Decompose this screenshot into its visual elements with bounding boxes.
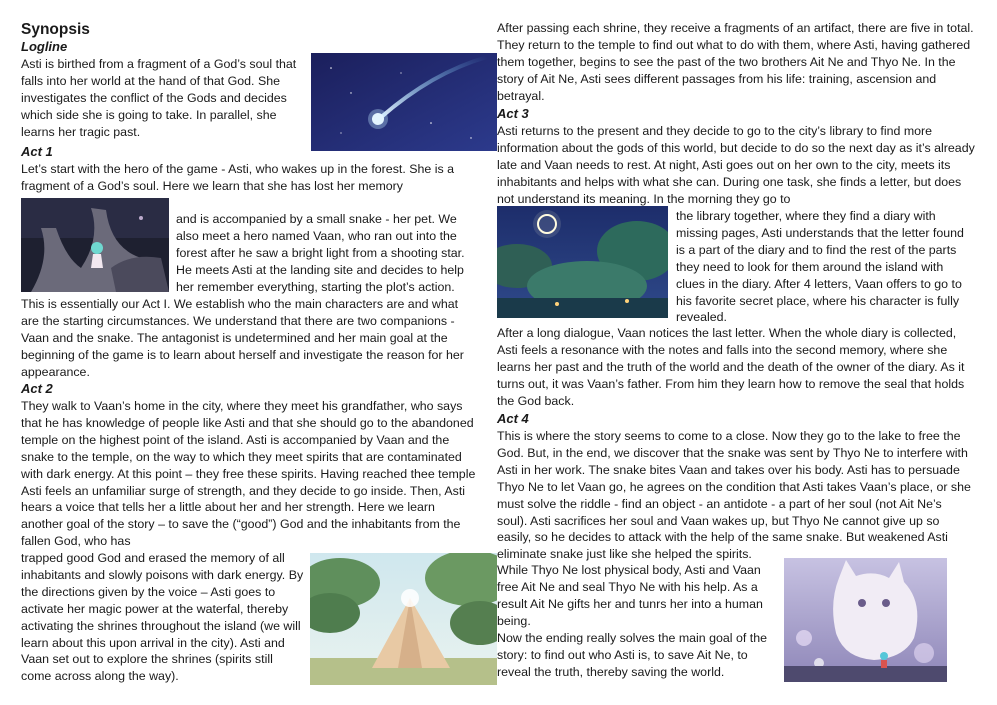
- act2-wrap-text: trapped good God and erased the memory of all inhabitants and slowly poisons with dark energy. By the directions given by the voice – Asti goes to activate her magic power at the waterfal, thereby activating the shrines throughout the island (we will learn about this upon arrival in the city). Asti and Vaan set out to explore the shrines (spirits still come across along the way).: [21, 551, 304, 684]
- cat-god-image: [784, 558, 947, 682]
- act4-wrap-text: While Thyo Ne lost physical body, Asti and Vaan free Ait Ne and seal Thyo Ne with his help. As a result Ait Ne gifts her and tunrs her into a human being.: [497, 563, 763, 628]
- act2-intro-text: They walk to Vaan’s home in the city, where they meet his grandfather, who says that he has knowledge of people like Asti and that she should go to the abandoned temple on the highest point of the island. Asti is accompanied by Vaan and the snake to the temple, on the way to which they meet spirits that are contaminated with dark energy. At this point – they free these spirits. Having reached thee temple Asti feels an unfamiliar surge of strength, and they decide to go inside. Then, Asti hears a voice that tells her a little about her and her strength. Here we learn another goal of the story – to save the (“good”) God and the inhabitants from the fallen God, who has: [21, 399, 476, 549]
- act1-intro-text: Let’s start with the hero of the game - Asti, who wakes up in the forest. She is a fragment of a God’s soul. Here we learn that she has lost her memory: [21, 162, 454, 193]
- page-title: Synopsis: [21, 21, 90, 38]
- act4-ending-text: Now the ending really solves the main goal of the story: to find out who Asti is, to save Ait Ne, to reveal the truth, thereby saving the world.: [497, 631, 767, 679]
- act3-intro-text: Asti returns to the present and they decide to go to the city’s library to find more information about the gods of this world, but decide to do so the next day as it’s already late and Vaan needs to rest. At night, Asti goes out on her own to the city, meets its inhabitants and helps with what she can. During one task, she finds a letter, but does not understand its meaning. In the morning they go to: [497, 124, 975, 206]
- act3-wrap-text: the library together, where they find a diary with missing pages, Asti understands that the letter found is a part of the diary and to find the rest of the parts they need to look for them around the island with clues in the diary. After 4 letters, Vaan offers to go to his favorite secret place, where his character is fully revealed.: [676, 209, 964, 325]
- logline-text: Asti is birthed from a fragment of a God’s soul that falls into her world at the hand of that God. She investigates the conflict of the Gods and decides which side she is going to take. In parallel, she learns her tragic past.: [21, 57, 297, 139]
- act4-heading: Act 4: [497, 411, 529, 426]
- act2-heading: Act 2: [21, 381, 53, 396]
- logline-heading: Logline: [21, 39, 68, 54]
- act1-wrap-text: and is accompanied by a small snake - her pet. We also meet a hero named Vaan, who ran out into the forest after he saw a bright light from a shooting star. He meets Asti at the landing site and decides to help her remember everything, starting the plot’s action.: [176, 212, 465, 294]
- temple-image: [310, 553, 497, 685]
- act3-summary-text: After a long dialogue, Vaan notices the last letter. When the whole diary is collected, Asti feels a resonance with the notes and falls into the second memory, where she learns her past and the truth of the world and the death of the owner of the diary. As it turns out, it was Vaan’s father. From him they learn how to remove the seal that holds the God back.: [497, 326, 965, 408]
- act3-heading: Act 3: [497, 106, 529, 121]
- forest-girl-image: [21, 198, 169, 292]
- act4-intro-text: This is where the story seems to come to a close. Now they go to the lake to free the God. But, in the end, we discover that the snake was sent by Thyo Ne to interfere with Asti in her work. The snake bites Vaan and takes over his body. Asti has to persuade Thyo Ne to let Vaan go, he agrees on the condition that Asti takes Vaan’s place, or she must solve the riddle - find an object - an antidote - a part of her soul (not Ait Ne’s soul). Asti sacrifices her soul and Vaan wakes up, but Thyo Ne cannot give up so easily, so he decides to attack with the help of the same snake. But weakened Asti eliminate snake just like she helped the spirits.: [497, 429, 971, 562]
- act1-summary-text: This is essentially our Act I. We establish who the main characters are and what are the starting circumstances. We understand that there are two companions - Vaan and the snake. The antagonist is undetermined and her main goal at the beginning of the game is to learn about herself and investigate the reason for her appearance.: [21, 297, 464, 379]
- act1-heading: Act 1: [21, 144, 53, 159]
- shooting-star-image: [311, 53, 497, 151]
- act2-continued-text: After passing each shrine, they receive a fragments of an artifact, there are five in total. They return to the temple to find out what to do with them, where Asti, having gathered them together, begins to see the past of the two brothers Ait Ne and Thyo Ne. In the story of Ait Ne, Asti sees different passages from his life: training, ascension and betrayal.: [497, 21, 974, 103]
- night-eclipse-image: [497, 206, 668, 318]
